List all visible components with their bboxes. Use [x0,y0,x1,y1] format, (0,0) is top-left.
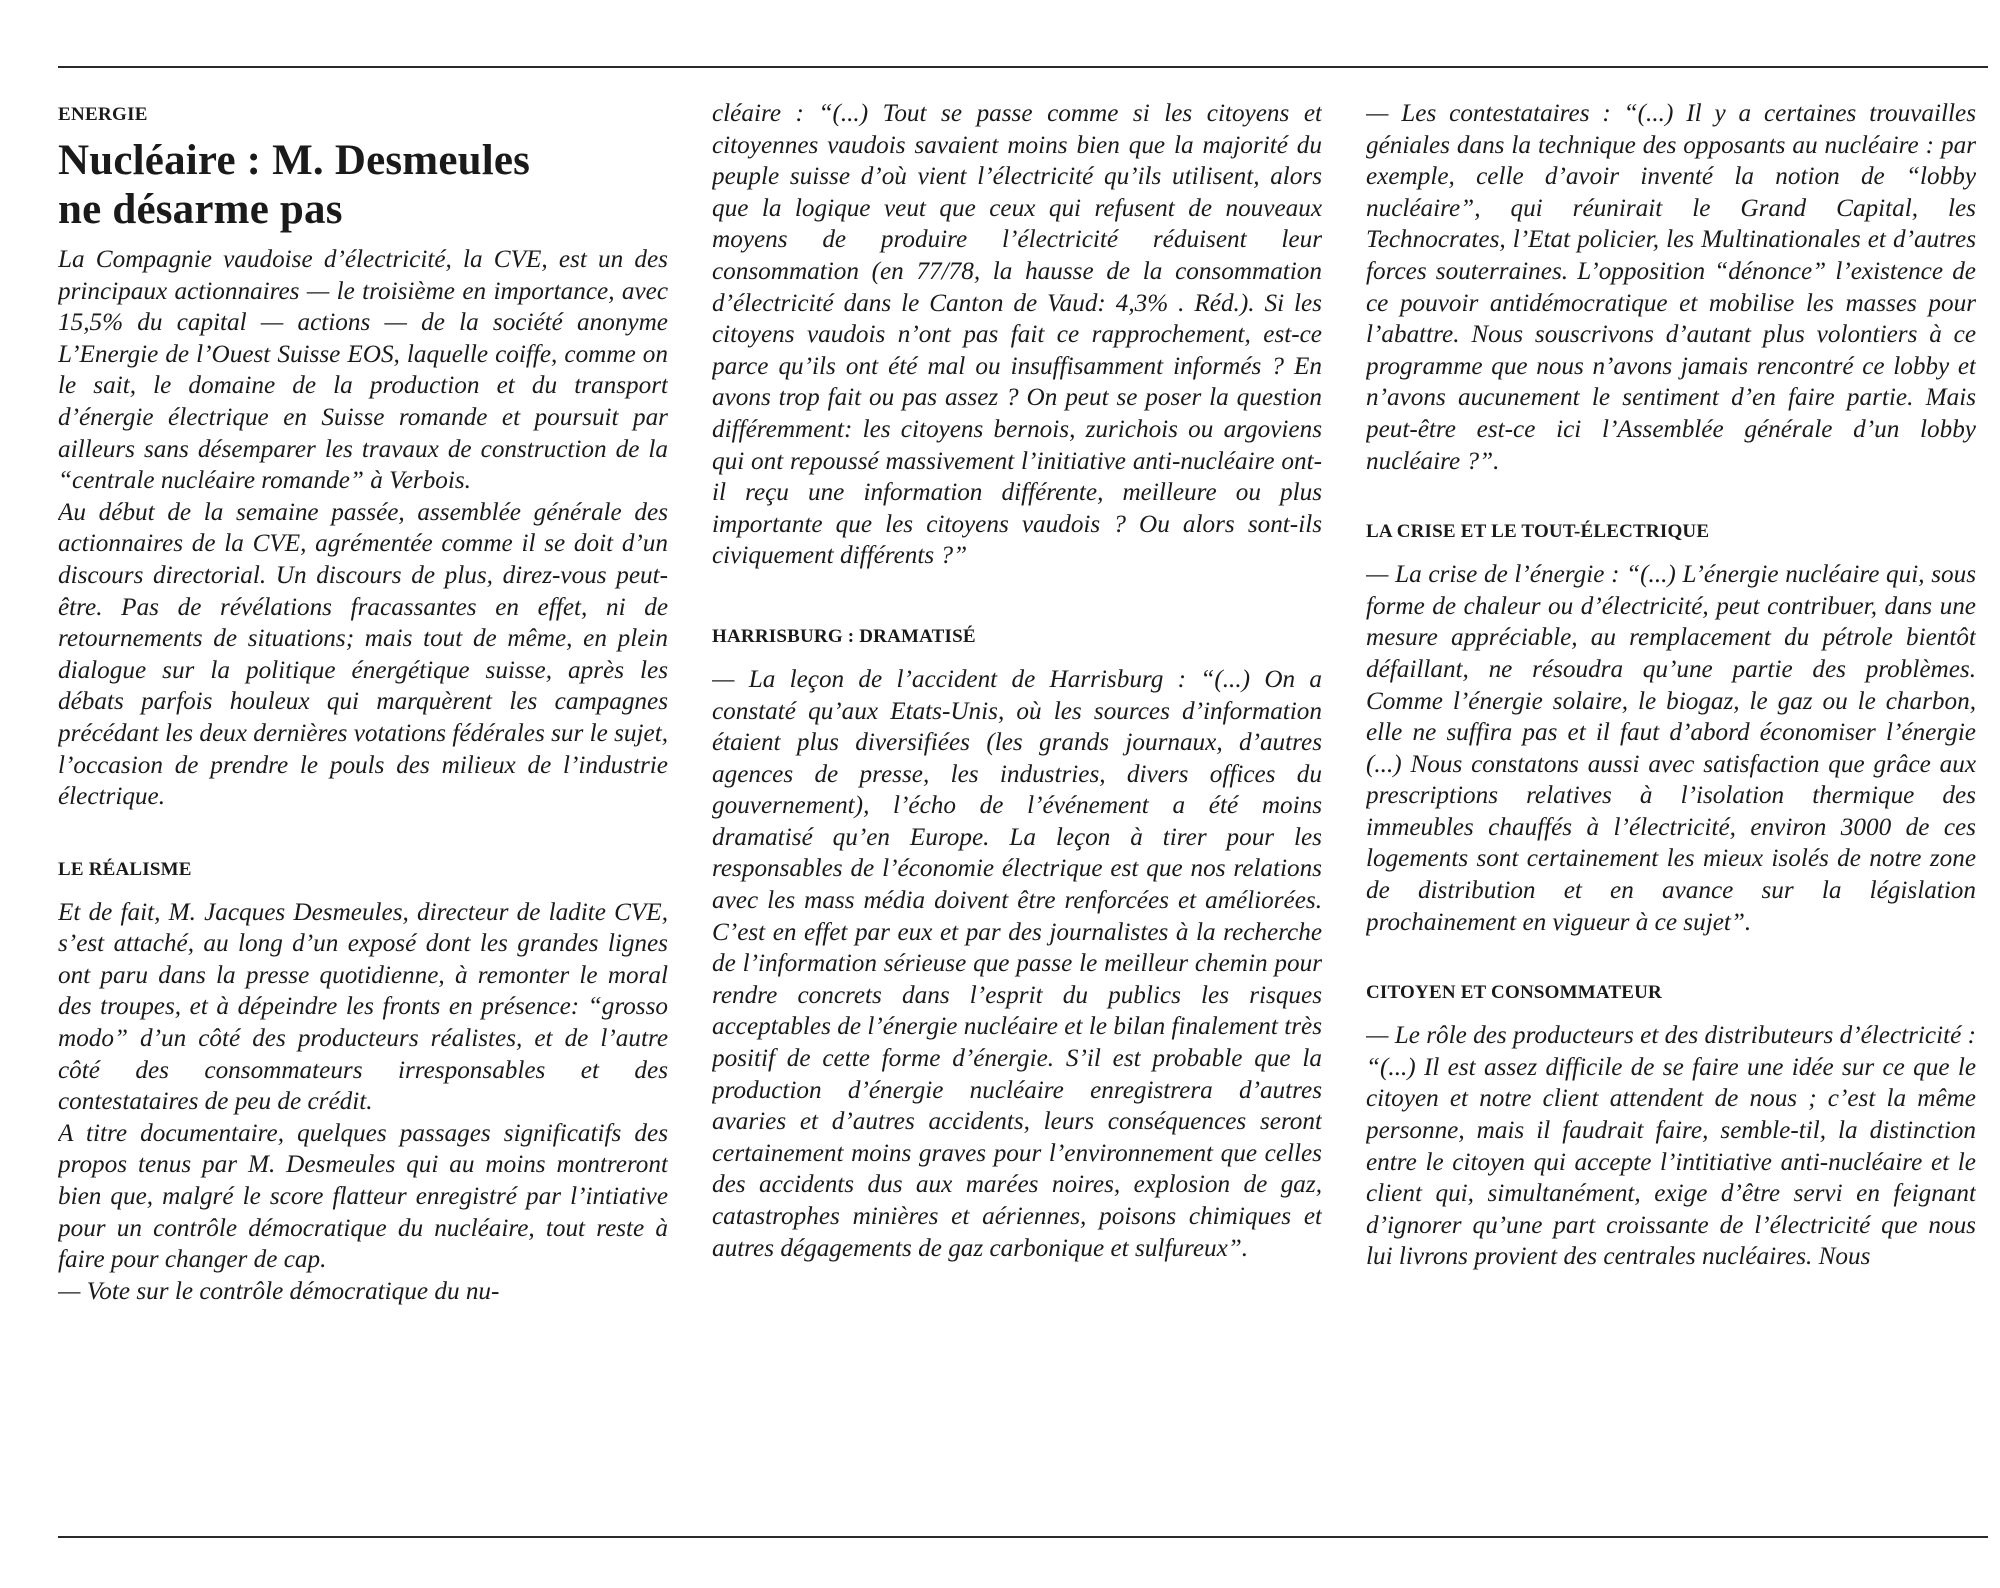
paragraph: cléaire : “(...) Tout se passe comme si les citoyens et citoyennes vaudois savaient moins bien que la majorité du peuple suisse d’où vient l’électricité qu’ils utilisent, alors que la logique veut que ceux qui refusent de nouveaux moyens de produire l’électricité réduisent leur consommation (en 77/78, la hausse de la consommation d’électricité dans le Canton de Vaud: 4,3% . Réd.). Si les citoyens vaudois n’ont pas fait ce rapprochement, est-ce parce qu’ils ont été mal ou insuffisamment informés ? En avons trop fait ou pas assez ? On peut se poser la question différemment: les citoyens bernois, zurichois ou argoviens qui ont repoussé massivement l’initiative anti-nucléaire ont-il reçu une information différente, meilleure ou plus importante que les citoyens vaudois ? Ou alors sont-ils civiquement différents ?” [712,100,1322,570]
section-heading-harrisburg: HARRISBURG : DRAMATISÉ [712,625,976,647]
paragraph: Au début de la semaine passée, assemblée générale des actionnaires de la CVE, agrémentée comme il se doit d’un discours directorial. Un discours de plus, direz-vous peut-être. Pas de révélations fracassantes en effet, ni de retournements de situations; mais tout de même, en plein dialogue sur la politique énergétique suisse, après les débats parfois houleux qui marquèrent les campagnes précédant les deux dernières votations fédérales sur le sujet, l’occasion de prendre le pouls des milieux de l’industrie électrique. [58,498,668,811]
column-2 [712,98,1322,1518]
paragraph: — Les contestataires : “(...) Il y a certaines trouvailles géniales dans la technique des opposants au nucléaire : par exemple, celle d’avoir inventé la notion de “lobby nucléaire”, qui réunirait le Grand Capital, les Technocrates, l’Etat policier, les Multinationales et d’autres forces souterraines. L’opposition “dénonce” l’existence de ce pouvoir antidémocratique et mobilise les masses pour l’abattre. Nous souscrivons d’autant plus volontiers à ce programme que nous n’avons jamais rencontré ce lobby et n’avons aucunement le sentiment d’en faire partie. Mais peut-être est-ce ici l’Assemblée générale d’un lobby nucléaire ?”. [1366,100,1976,475]
headline [58,136,668,234]
headline-line-2: ne désarme pas [58,186,343,233]
paragraph: — La leçon de l’accident de Harrisburg : “(...) On a constaté qu’aux Etats-Unis, où les sources d’information étaient plus diversifiées (les grands journaux, d’autres agences de presse, les industries, divers offices du gouvernement), l’écho de l’événement a été moins dramatisé qu’en Europe. La leçon à tirer pour les responsables de l’économie électrique est que nos relations avec les mass média doivent être renforcées et améliorées. C’est en effet par eux et par des journalistes à la recherche de l’information sérieuse que passe le meilleur chemin pour rendre concrets dans l’esprit du publics les risques acceptables de l’énergie nucléaire et le bilan finalement très positif de cette forme d’énergie. S’il est probable que la production d’énergie nucléaire enregistrera d’autres avaries et d’autres accidents, leurs conséquences seront certainement moins graves pour l’environnement que celles des accidents dus aux marées noires, explosion de gaz, catastrophes minières et aériennes, poisons chimiques et autres dégagements de gaz carbonique et sulfureux”. [712,665,1322,1262]
headline-line-1: Nucléaire : M. Desmeules [58,137,531,184]
section-heading-crise: LA CRISE ET LE TOUT-ÉLECTRIQUE [1366,521,1710,543]
column-3 [1366,98,1976,1518]
paragraph: — La crise de l’énergie : “(...) L’énergie nucléaire qui, sous forme de chaleur ou d’électricité, peut contribuer, dans une mesure appréciable, au remplacement du pétrole bientôt défaillant, ne résoudra qu’une partie des problèmes. Comme l’énergie solaire, le biogaz, le gaz ou le charbon, elle ne suffira pas et il faut d’abord économiser l’énergie (...) Nous constatons aussi avec satisfaction que grâce aux prescriptions relatives à l’isolation thermique des immeubles chauffés à l’électricité, environ 3000 de ces logements sont certainement les mieux isolés de notre zone de distribution et en avance sur la législation prochainement en vigueur à ce sujet”. [1366,561,1976,936]
section-heading-citoyen: CITOYEN ET CONSOMMATEUR [1366,982,1662,1004]
section-heading-realisme: LE RÉALISME [58,858,192,880]
paragraph: A titre documentaire, quelques passages significatifs des propos tenus par M. Desmeules qui au moins montreront bien que, malgré le score flatteur enregistré par l’intiative pour un contrôle démocratique du nucléaire, tout reste à faire pour changer de cap. [58,1119,668,1274]
paragraph: Et de fait, M. Jacques Desmeules, directeur de ladite CVE, s’est attaché, au long d’un exposé dont les grandes lignes ont paru dans la presse quotidienne, à remonter le moral des troupes, et à dépeindre les fronts en présence: “grosso modo” d’un côté des producteurs réalistes, et de l’autre côté des consommateurs irresponsables et des contestataires de peu de crédit. [58,898,668,1116]
kicker: ENERGIE [58,104,148,125]
bottom-rule [58,1536,1988,1538]
paragraph: — Vote sur le contrôle démocratique du nu- [58,1277,500,1305]
paragraph: La Compagnie vaudoise d’électricité, la CVE, est un des principaux actionnaires — le troisième en importance, avec 15,5% du capital — actions — de la société anonyme L’Energie de l’Ouest Suisse EOS, laquelle coiffe, comme on le sait, le domaine de la production et du transport d’énergie électrique en Suisse romande et poursuit par ailleurs sans désemparer les travaux de construction de la “centrale nucléaire romande” à Verbois. [58,246,668,495]
column-1 [58,96,668,1516]
top-rule [58,66,1988,68]
paragraph: — Le rôle des producteurs et des distributeurs d’électricité : “(...) Il est assez difficile de se faire une idée sur ce que le citoyen et notre client attendent de nous ; c’est la même personne, mais il faudrait faire, semble-til, la distinction entre le citoyen qui accepte l’intitiative anti-nucléaire et le client qui, simultanément, exige d’être servi en feignant d’ignorer qu’une part croissante de l’électricité que nous lui livrons provient des centrales nucléaires. Nous [1366,1022,1976,1271]
